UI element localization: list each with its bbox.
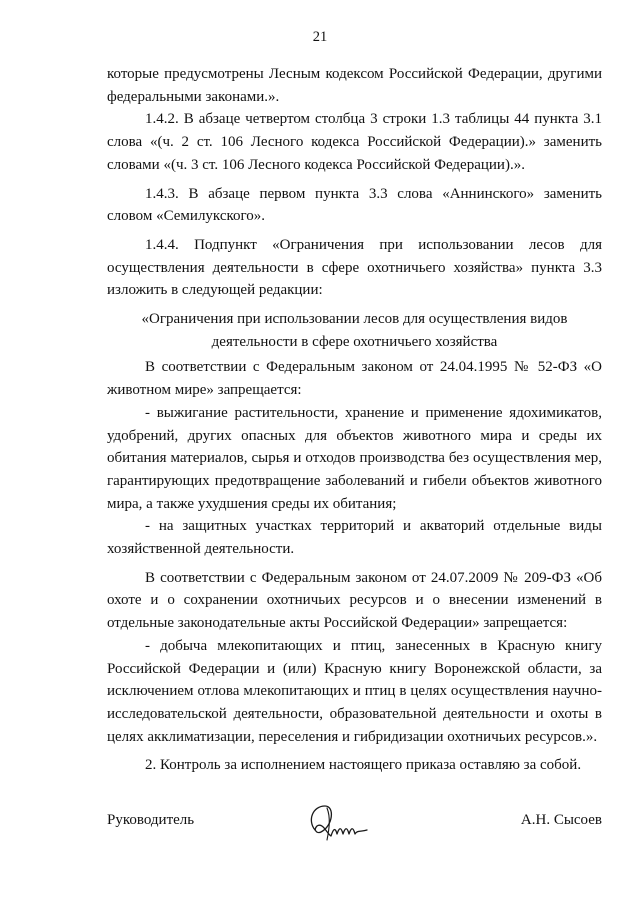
paragraph-continuation: которые предусмотрены Лесным кодексом Российской Федерации, другими федеральными законами.». [107, 66, 602, 105]
paragraph-law-209fz: В соответствии с Федеральным законом от 24.07.2009 № 209-ФЗ «Об охоте и о сохранении охотничьих ресурсов и о внесении изменений в отдельные законодательные акты Российской Федерации» запрещается: [107, 569, 602, 632]
list-item-protected-areas: - на защитных участках территорий и акваторий отдельные виды хозяйственной деятельности. [107, 518, 602, 558]
paragraph-law-52fz: В соответствии с Федеральным законом от 24.04.1995 № 52-ФЗ «О животном мире» запрещается: [107, 359, 602, 399]
handwritten-signature [305, 800, 375, 848]
paragraph-control: 2. Контроль за исполнением настоящего приказа оставляю за собой. [145, 757, 582, 774]
paragraph-1-4-2: 1.4.2. В абзаце четвертом столбца 3 строки 1.3 таблицы 44 пункта 3.1 слова «(ч. 2 ст. 106 Лесного кодекса Российской Федерации).» заменить словами «(ч. 3 ст. 106 Лесного кодекса Российской Федерации).». [107, 111, 602, 173]
paragraph-1-4-4: 1.4.4. Подпункт «Ограничения при использовании лесов для осуществления деятельности в сфере охотничьего хозяйства» пункта 3.3 изложить в следующей редакции: [107, 236, 602, 299]
section-heading: «Ограничения при использовании лесов для осуществления видов деятельности в сфере охотничьего хозяйства [141, 311, 568, 350]
signatory-title: Руководитель [107, 812, 195, 828]
signature-block [107, 800, 602, 860]
signatory-name: А.Н. Сысоев [520, 812, 602, 828]
list-item-burning: - выжигание растительности, хранение и применение ядохимикатов, удобрений, других опасных для объектов животного мира и среды их обитания материалов, сырья и отходов производства без осуществления мер, гарантирующих предотвращение заболеваний и гибели объектов животного мира, а также ухудшения среды их обитания; [107, 404, 602, 512]
document-body [107, 63, 602, 783]
paragraph-1-4-3: 1.4.3. В абзаце первом пункта 3.3 слова «Аннинского» заменить словом «Семилукского». [107, 185, 602, 225]
list-item-red-book: - добыча млекопитающих и птиц, занесенных в Красную книгу Российской Федерации и (или) Красную книгу Воронежской области, за исключением отлова млекопитающих и птиц в целях осуществления научно-исследовательской деятельности, образовательной деятельности и охоты в целях акклиматизации, переселения и гибридизации охотничьих ресурсов.». [107, 637, 602, 745]
page-number: 21 [312, 29, 328, 45]
